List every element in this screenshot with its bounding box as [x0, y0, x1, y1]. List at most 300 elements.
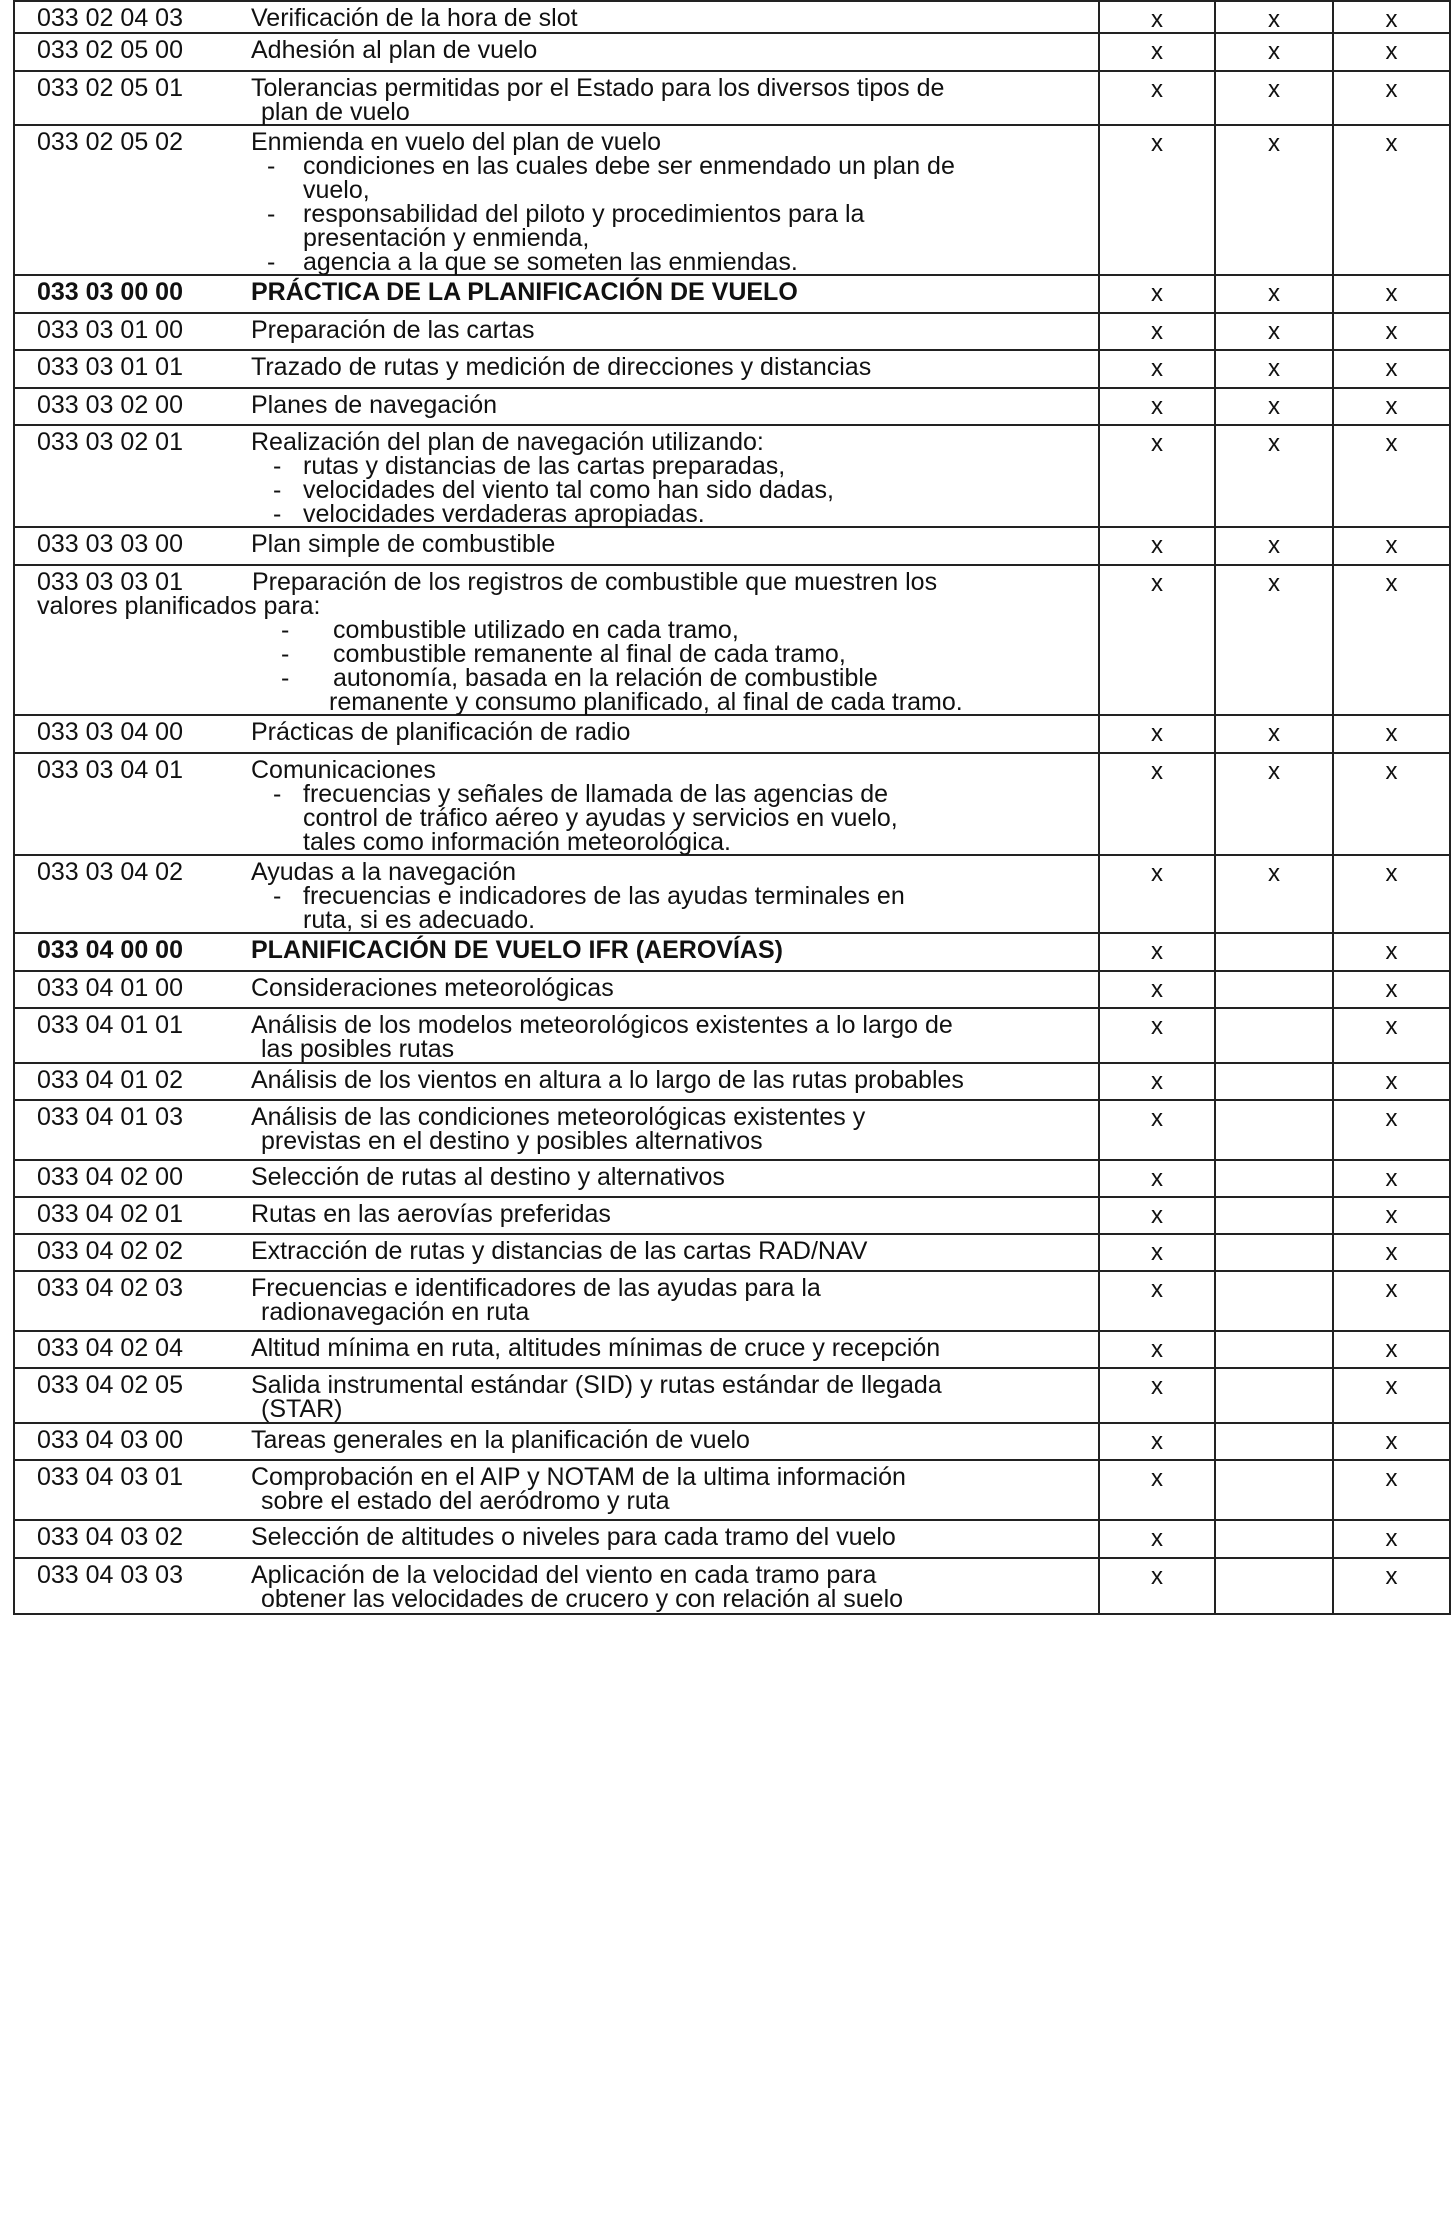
row-code: 033 04 01 02	[37, 1066, 183, 1094]
row-title: PRÁCTICA DE LA PLANIFICACIÓN DE VUELO	[251, 278, 798, 306]
row-title-cell	[251, 855, 1099, 933]
mark-cell	[1333, 715, 1450, 753]
mark-x: x	[1151, 1013, 1163, 1040]
mark-x: x	[1151, 758, 1163, 785]
bullet-dash: -	[281, 640, 290, 668]
mark-cell	[1215, 125, 1333, 275]
row-title: Selección de rutas al destino y alternativos	[251, 1163, 725, 1191]
mark-cell	[1215, 33, 1333, 71]
row-title-cell	[251, 33, 1099, 71]
mark-x: x	[1151, 1373, 1163, 1400]
mark-x: x	[1385, 280, 1398, 307]
mark-x: x	[1151, 6, 1163, 33]
row-code-cell	[14, 71, 251, 125]
mark-cell	[1099, 1063, 1215, 1100]
mark-x: x	[1151, 130, 1163, 157]
row-code: 033 04 01 03	[37, 1103, 183, 1131]
mark-x: x	[1385, 1105, 1398, 1132]
row-title: Comunicaciones	[251, 756, 436, 784]
row-code-cell	[14, 1100, 251, 1160]
row-code-cell	[14, 275, 251, 313]
mark-cell	[1099, 425, 1215, 527]
row-title-cell	[251, 125, 1099, 275]
mark-x: x	[1268, 860, 1280, 887]
mark-x: x	[1151, 938, 1163, 965]
mark-x: x	[1268, 758, 1280, 785]
row-code-cell	[14, 125, 251, 275]
mark-x	[1216, 1101, 1332, 1107]
mark-x: x	[1151, 720, 1163, 747]
mark-cell	[1333, 388, 1450, 425]
mark-x: x	[1385, 570, 1398, 597]
mark-cell	[1099, 933, 1215, 971]
bullet-line: tales como información meteorológica.	[303, 828, 731, 856]
mark-cell	[1333, 1063, 1450, 1100]
row-title-cell	[251, 350, 1099, 388]
mark-cell	[1215, 313, 1333, 350]
mark-cell	[1215, 275, 1333, 313]
mark-cell	[1215, 71, 1333, 125]
mark-x: x	[1385, 393, 1398, 420]
row-title: Altitud mínima en ruta, altitudes mínimas de cruce y recepción	[251, 1334, 941, 1362]
table-row	[14, 971, 1450, 1008]
mark-x: x	[1268, 393, 1280, 420]
bullet-dash: -	[273, 476, 282, 504]
mark-x	[1216, 1521, 1332, 1527]
mark-x	[1216, 1198, 1332, 1204]
bullet-item	[251, 154, 1098, 202]
mark-x	[1216, 934, 1332, 940]
mark-cell	[1333, 1100, 1450, 1160]
row-title-cell	[251, 425, 1099, 527]
mark-x: x	[1385, 1068, 1398, 1095]
mark-x: x	[1385, 355, 1398, 382]
mark-cell	[1333, 527, 1450, 565]
mark-cell	[1099, 1234, 1215, 1271]
row-title-cell	[251, 1368, 1099, 1423]
row-code: 033 04 02 03	[37, 1274, 183, 1302]
mark-x: x	[1151, 1202, 1163, 1229]
bullet-text	[329, 664, 963, 716]
mark-x: x	[1151, 1239, 1163, 1266]
mark-cell	[1099, 1271, 1215, 1331]
row-code-cell	[14, 1558, 251, 1614]
mark-x: x	[1151, 1563, 1163, 1590]
bullet-item	[15, 666, 1098, 714]
row-title: Análisis de las condiciones meteorológicas existentes y	[251, 1103, 866, 1131]
mark-cell	[1333, 1197, 1450, 1234]
mark-cell	[1099, 1331, 1215, 1368]
bullet-dash: -	[281, 616, 290, 644]
row-code-cell	[14, 1160, 251, 1197]
bullet-item	[251, 454, 1098, 478]
mark-x	[1216, 1559, 1332, 1565]
table-row	[14, 715, 1450, 753]
row-code: 033 03 00 00	[37, 278, 183, 306]
row-title: Tolerancias permitidas por el Estado para los diversos tipos de	[251, 74, 945, 102]
row-title-cell	[251, 971, 1099, 1008]
mark-cell	[1333, 1423, 1450, 1460]
bullet-text	[303, 502, 705, 526]
mark-cell	[1215, 1460, 1333, 1520]
mark-x: x	[1385, 318, 1398, 345]
bullet-text	[333, 642, 846, 666]
row-title: Selección de altitudes o niveles para cada tramo del vuelo	[251, 1523, 896, 1551]
mark-x: x	[1268, 318, 1280, 345]
row-code-cell	[14, 1063, 251, 1100]
mark-x: x	[1151, 1336, 1163, 1363]
mark-cell	[1333, 971, 1450, 1008]
table-row	[14, 313, 1450, 350]
row-code: 033 04 03 00	[37, 1426, 183, 1454]
bullet-line: velocidades verdaderas apropiadas.	[303, 500, 705, 528]
row-code-cell	[14, 1234, 251, 1271]
row-title: Planes de navegación	[251, 391, 498, 419]
row-title-cell	[251, 753, 1099, 855]
mark-x: x	[1151, 976, 1163, 1003]
row-code: 033 03 04 01	[37, 756, 183, 784]
mark-x: x	[1385, 1239, 1398, 1266]
row-code: 033 04 02 01	[37, 1200, 183, 1228]
row-code: 033 02 05 00	[37, 36, 183, 64]
table-row	[14, 1423, 1450, 1460]
row-title-cell	[251, 313, 1099, 350]
mark-cell	[1333, 1368, 1450, 1423]
table-row	[14, 388, 1450, 425]
bullet-text	[333, 618, 739, 642]
row-code-cell	[14, 425, 251, 527]
bullet-item	[251, 478, 1098, 502]
table-row	[14, 933, 1450, 971]
mark-cell	[1099, 1008, 1215, 1063]
bullet-line: frecuencias y señales de llamada de las agencias de	[303, 780, 889, 808]
mark-x	[1216, 1009, 1332, 1015]
bullet-line: frecuencias e indicadores de las ayudas terminales en	[303, 882, 905, 910]
mark-x: x	[1151, 1276, 1163, 1303]
mark-x: x	[1385, 1336, 1398, 1363]
row-title: Extracción de rutas y distancias de las cartas RAD/NAV	[251, 1237, 868, 1265]
row-title: Análisis de los vientos en altura a lo largo de las rutas probables	[251, 1066, 964, 1094]
row-title: Comprobación en el AIP y NOTAM de la ultima información	[251, 1463, 906, 1491]
row-title-cell	[251, 527, 1099, 565]
mark-x: x	[1151, 38, 1163, 65]
mark-cell	[1333, 855, 1450, 933]
mark-x: x	[1268, 430, 1280, 457]
table-row	[14, 1368, 1450, 1423]
row-title: Adhesión al plan de vuelo	[251, 36, 538, 64]
table-row	[14, 1558, 1450, 1614]
bullet-dash: -	[273, 780, 282, 808]
mark-x: x	[1385, 76, 1398, 103]
row-title: Frecuencias e identificadores de las ayudas para la	[251, 1274, 821, 1302]
mark-cell	[1099, 388, 1215, 425]
table-row	[14, 1, 1450, 33]
mark-x: x	[1385, 430, 1398, 457]
bullet-dash: -	[273, 882, 282, 910]
row-code: 033 03 03 00	[37, 530, 183, 558]
mark-cell	[1333, 33, 1450, 71]
mark-x: x	[1151, 1525, 1163, 1552]
mark-x: x	[1268, 76, 1280, 103]
row-code-cell	[14, 855, 251, 933]
mark-x: x	[1385, 720, 1398, 747]
table-row	[14, 1234, 1450, 1271]
row-title: Realización del plan de navegación utilizando:	[251, 428, 764, 456]
mark-cell	[1215, 1368, 1333, 1423]
mark-x: x	[1385, 6, 1398, 33]
mark-cell	[1215, 1423, 1333, 1460]
row-title: Enmienda en vuelo del plan de vuelo	[251, 128, 662, 156]
mark-x	[1216, 1424, 1332, 1430]
mark-cell	[1099, 527, 1215, 565]
table-row	[14, 275, 1450, 313]
row-title-cell	[251, 1234, 1099, 1271]
table-row	[14, 1197, 1450, 1234]
row-code-cell	[14, 753, 251, 855]
bullet-line: presentación y enmienda,	[303, 224, 590, 252]
mark-x: x	[1151, 318, 1163, 345]
row-code: 033 03 02 01	[37, 428, 183, 456]
mark-x: x	[1151, 1165, 1163, 1192]
mark-cell	[1099, 753, 1215, 855]
row-code: 033 02 05 01	[37, 74, 183, 102]
row-title: Trazado de rutas y medición de direcciones y distancias	[251, 353, 872, 381]
mark-cell	[1099, 313, 1215, 350]
row-code-cell	[14, 1271, 251, 1331]
bullet-text	[303, 478, 834, 502]
bullet-dash: -	[267, 248, 276, 276]
mark-x: x	[1151, 570, 1163, 597]
row-title-cell	[251, 1063, 1099, 1100]
mark-cell	[1099, 855, 1215, 933]
row-title-cell	[251, 71, 1099, 125]
mark-x: x	[1268, 38, 1280, 65]
mark-cell	[1215, 350, 1333, 388]
row-code: 033 04 03 02	[37, 1523, 183, 1551]
mark-cell	[1215, 1558, 1333, 1614]
row-code: 033 04 01 00	[37, 974, 183, 1002]
mark-cell	[1333, 71, 1450, 125]
mark-cell	[1333, 753, 1450, 855]
mark-cell	[1333, 125, 1450, 275]
bullet-line: responsabilidad del piloto y procedimientos para la	[303, 200, 865, 228]
mark-cell	[1333, 1008, 1450, 1063]
mark-cell	[1099, 715, 1215, 753]
bullet-line: agencia a la que se someten las enmiendas.	[303, 248, 798, 276]
row-code: 033 03 04 00	[37, 718, 183, 746]
bullet-line: autonomía, basada en la relación de combustible	[333, 664, 878, 692]
mark-x: x	[1151, 1068, 1163, 1095]
row-title: Preparación de las cartas	[251, 316, 535, 344]
row-content-cell	[14, 565, 1099, 715]
mark-x: x	[1151, 860, 1163, 887]
table-row	[14, 1160, 1450, 1197]
row-title: PLANIFICACIÓN DE VUELO IFR (AEROVÍAS)	[251, 936, 783, 964]
row-title: Plan simple de combustible	[251, 530, 556, 558]
mark-x: x	[1151, 430, 1163, 457]
mark-x: x	[1385, 38, 1398, 65]
row-code-cell	[14, 971, 251, 1008]
mark-cell	[1333, 1331, 1450, 1368]
mark-cell	[1099, 1, 1215, 33]
mark-cell	[1333, 933, 1450, 971]
mark-x: x	[1385, 532, 1398, 559]
table-row	[14, 527, 1450, 565]
row-title: Ayudas a la navegación	[251, 858, 517, 886]
syllabus-table-body	[14, 1, 1450, 1614]
bullet-line: combustible utilizado en cada tramo,	[333, 616, 739, 644]
row-title-continuation: plan de vuelo	[261, 98, 410, 126]
row-title-cell	[251, 1423, 1099, 1460]
syllabus-table	[13, 0, 1451, 1615]
mark-x	[1216, 1064, 1332, 1070]
row-title-continuation: previstas en el destino y posibles alternativos	[261, 1127, 763, 1155]
row-title-cell	[251, 1558, 1099, 1614]
mark-x: x	[1385, 1563, 1398, 1590]
mark-x	[1216, 1332, 1332, 1338]
bullet-line: remanente y consumo planificado, al final de cada tramo.	[329, 688, 963, 716]
row-code: 033 04 02 05	[37, 1371, 183, 1399]
row-title: Consideraciones meteorológicas	[251, 974, 614, 1002]
row-title-continuation: (STAR)	[261, 1395, 343, 1423]
mark-cell	[1215, 425, 1333, 527]
bullet-item	[251, 250, 1098, 274]
mark-x: x	[1385, 1428, 1398, 1455]
mark-cell	[1333, 313, 1450, 350]
mark-cell	[1215, 1160, 1333, 1197]
mark-cell	[1215, 388, 1333, 425]
mark-cell	[1215, 1520, 1333, 1558]
row-code-cell	[14, 715, 251, 753]
mark-cell	[1215, 1271, 1333, 1331]
row-title-cell	[251, 715, 1099, 753]
row-code-cell	[14, 1368, 251, 1423]
mark-x	[1216, 1272, 1332, 1278]
table-row	[14, 350, 1450, 388]
mark-x: x	[1151, 76, 1163, 103]
row-code: 033 04 03 03	[37, 1561, 183, 1589]
bullet-line: vuelo,	[303, 176, 370, 204]
mark-cell	[1333, 565, 1450, 715]
row-code-cell	[14, 1, 251, 33]
bullet-dash: -	[281, 664, 290, 692]
mark-x: x	[1151, 532, 1163, 559]
mark-x: x	[1151, 355, 1163, 382]
bullet-text	[303, 884, 905, 932]
mark-cell	[1333, 1520, 1450, 1558]
bullet-text	[303, 202, 864, 250]
mark-cell	[1099, 1558, 1215, 1614]
mark-cell	[1333, 350, 1450, 388]
mark-x: x	[1385, 130, 1398, 157]
row-code-cell	[14, 313, 251, 350]
table-row	[14, 71, 1450, 125]
mark-x: x	[1385, 1525, 1398, 1552]
mark-cell	[1215, 753, 1333, 855]
row-title-cell	[251, 1520, 1099, 1558]
row-code-cell	[14, 350, 251, 388]
mark-cell	[1099, 565, 1215, 715]
row-title-cell	[251, 275, 1099, 313]
mark-x: x	[1268, 570, 1280, 597]
row-code-cell	[14, 1331, 251, 1368]
bullet-item	[251, 884, 1098, 932]
mark-cell	[1215, 855, 1333, 933]
mark-cell	[1215, 1100, 1333, 1160]
mark-x: x	[1151, 1428, 1163, 1455]
row-code-cell	[14, 933, 251, 971]
mark-x: x	[1268, 130, 1280, 157]
table-row	[14, 753, 1450, 855]
row-title-continuation: radionavegación en ruta	[261, 1298, 530, 1326]
mark-cell	[1215, 971, 1333, 1008]
row-title-continuation: las posibles rutas	[261, 1035, 455, 1063]
table-row	[14, 33, 1450, 71]
mark-cell	[1099, 1160, 1215, 1197]
mark-x: x	[1385, 1276, 1398, 1303]
row-title-cell	[251, 1, 1099, 33]
row-title-cell	[251, 1271, 1099, 1331]
table-row	[14, 125, 1450, 275]
row-title: Salida instrumental estándar (SID) y rutas estándar de llegada	[251, 1371, 942, 1399]
bullet-dash: -	[267, 152, 276, 180]
bullet-line: rutas y distancias de las cartas preparadas,	[303, 452, 786, 480]
row-code: 033 04 02 04	[37, 1334, 183, 1362]
bullet-text	[303, 782, 898, 854]
mark-x: x	[1151, 1105, 1163, 1132]
mark-cell	[1099, 125, 1215, 275]
mark-x: x	[1385, 1202, 1398, 1229]
row-code: 033 03 03 01	[37, 568, 183, 596]
row-code: 033 02 04 03	[37, 4, 183, 32]
row-title-cell	[251, 1008, 1099, 1063]
mark-x: x	[1385, 1465, 1398, 1492]
mark-cell	[1215, 1008, 1333, 1063]
table-row	[14, 1063, 1450, 1100]
row-code: 033 03 01 01	[37, 353, 183, 381]
mark-cell	[1099, 1520, 1215, 1558]
table-row	[14, 1008, 1450, 1063]
row-title: Tareas generales en la planificación de vuelo	[251, 1426, 750, 1454]
row-code-cell	[14, 1008, 251, 1063]
mark-cell	[1215, 1234, 1333, 1271]
mark-cell	[1215, 1063, 1333, 1100]
mark-cell	[1215, 527, 1333, 565]
bullet-line: control de tráfico aéreo y ayudas y servicios en vuelo,	[303, 804, 898, 832]
row-title-cell	[251, 388, 1099, 425]
row-code: 033 04 02 00	[37, 1163, 183, 1191]
table-row	[14, 855, 1450, 933]
bullet-line: velocidades del viento tal como han sido dadas,	[303, 476, 834, 504]
mark-x: x	[1151, 393, 1163, 420]
mark-x: x	[1268, 6, 1280, 33]
bullet-line: combustible remanente al final de cada tramo,	[333, 640, 846, 668]
mark-cell	[1333, 1, 1450, 33]
mark-cell	[1215, 1331, 1333, 1368]
bullet-item	[251, 782, 1098, 854]
bullet-line: ruta, si es adecuado.	[303, 906, 536, 934]
bullet-text	[303, 454, 785, 478]
bullet-dash: -	[273, 500, 282, 528]
mark-cell	[1099, 1368, 1215, 1423]
row-code-cell	[14, 1460, 251, 1520]
row-title-cell	[251, 1160, 1099, 1197]
row-code: 033 03 04 02	[37, 858, 183, 886]
mark-x	[1216, 1235, 1332, 1241]
table-row	[14, 425, 1450, 527]
table-row	[14, 1271, 1450, 1331]
row-code: 033 03 02 00	[37, 391, 183, 419]
